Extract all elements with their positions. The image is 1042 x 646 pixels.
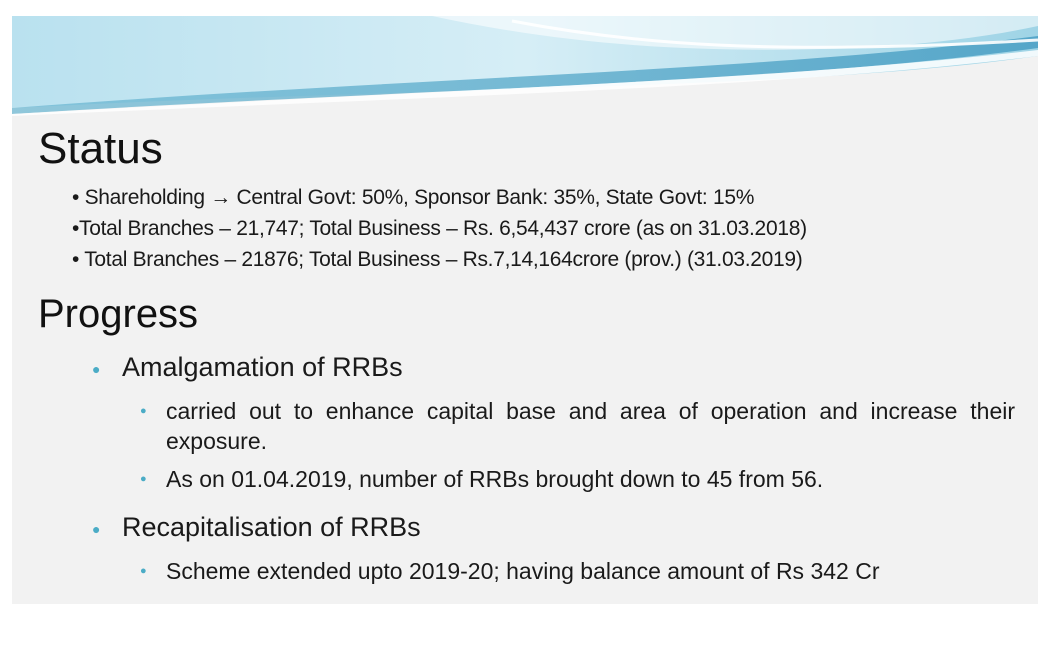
status-item-shareholding: • Shareholding → Central Govt: 50%, Sponsor Bank: 35%, State Govt: 15% — [72, 186, 755, 209]
decorative-wave-banner — [12, 16, 1038, 116]
amalgamation-point — [140, 464, 1015, 494]
bullet-dot-icon: ● — [140, 473, 147, 485]
recapitalisation-label: Recapitalisation of RRBs — [122, 512, 421, 542]
bullet-dot-icon: ● — [140, 405, 147, 417]
status-heading: Status — [38, 124, 163, 173]
amalgamation-point — [140, 396, 1015, 456]
recapitalisation-point-text: Scheme extended upto 2019-20; having balance amount of Rs 342 Cr — [166, 558, 880, 584]
bullet-dot-icon: ● — [92, 520, 101, 537]
progress-item-amalgamation — [92, 352, 403, 383]
status-item-branches-2018: •Total Branches – 21,747; Total Business – Rs. 6,54,437 crore (as on 31.03.2018) — [72, 217, 807, 240]
progress-item-recapitalisation — [92, 512, 421, 543]
status-list — [72, 182, 807, 275]
progress-heading: Progress — [38, 292, 199, 336]
bullet-dot-icon: ● — [140, 565, 147, 577]
slide — [12, 16, 1038, 604]
status-item-branches-2019: • Total Branches – 21876; Total Business – Rs.7,14,164crore (prov.) (31.03.2019) — [72, 248, 803, 271]
recapitalisation-points — [140, 556, 1015, 594]
bullet-dot-icon: ● — [92, 360, 101, 377]
recapitalisation-point — [140, 556, 1015, 586]
amalgamation-points — [140, 396, 1015, 502]
amalgamation-point-text: As on 01.04.2019, number of RRBs brought down to 45 from 56. — [166, 466, 824, 492]
amalgamation-label: Amalgamation of RRBs — [122, 352, 403, 382]
amalgamation-point-text: carried out to enhance capital base and area of operation and increase their exposure. — [166, 398, 1015, 454]
